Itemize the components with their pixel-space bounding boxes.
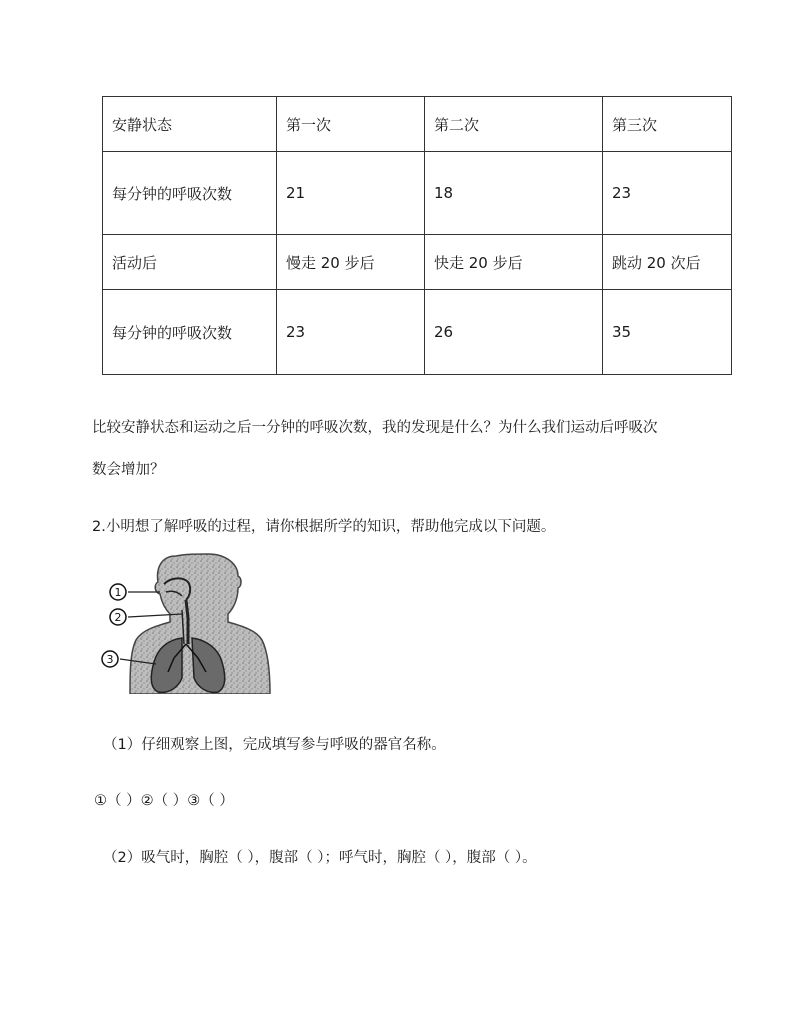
question-2-subquestion-1: （1）仔细观察上图，完成填写参与呼吸的器官名称。 <box>103 737 446 753</box>
table-cell: 跳动 20 次后 <box>603 235 732 290</box>
table-cell: 第二次 <box>425 97 603 152</box>
table-cell: 慢走 20 步后 <box>277 235 425 290</box>
table-cell: 安静状态 <box>103 97 277 152</box>
label-marker-1 <box>110 584 126 600</box>
table-cell: 第三次 <box>603 97 732 152</box>
table-row <box>103 290 732 375</box>
table-cell: 每分钟的呼吸次数 <box>103 290 277 375</box>
table-cell: 快走 20 步后 <box>425 235 603 290</box>
organ-name-blanks: ①（ ）②（ ）③（ ） <box>94 793 234 809</box>
respiratory-system-diagram <box>98 548 274 694</box>
table-cell: 18 <box>425 152 603 235</box>
breathing-data-table <box>102 96 732 375</box>
svg-text:3: 3 <box>106 653 114 666</box>
table-cell: 26 <box>425 290 603 375</box>
label-marker-2 <box>110 609 126 625</box>
table-cell: 23 <box>277 290 425 375</box>
table-cell: 21 <box>277 152 425 235</box>
svg-text:2: 2 <box>114 611 122 624</box>
question-1-text: 比较安静状态和运动之后一分钟的呼吸次数，我的发现是什么？为什么我们运动后呼吸次 <box>92 420 658 436</box>
table-row <box>103 235 732 290</box>
table-row <box>103 97 732 152</box>
table-cell: 第一次 <box>277 97 425 152</box>
table-cell: 35 <box>603 290 732 375</box>
table-cell: 每分钟的呼吸次数 <box>103 152 277 235</box>
table-cell: 23 <box>603 152 732 235</box>
question-2-subquestion-2: （2）吸气时，胸腔（ ），腹部（ ）；呼气时，胸腔（ ），腹部（ ）。 <box>103 850 537 866</box>
label-marker-3 <box>102 651 118 667</box>
table-row <box>103 152 732 235</box>
question-2-title: 2.小明想了解呼吸的过程，请你根据所学的知识，帮助他完成以下问题。 <box>92 519 556 535</box>
question-1-text-continued: 数会增加？ <box>92 462 165 478</box>
table-cell: 活动后 <box>103 235 277 290</box>
svg-text:1: 1 <box>114 586 122 599</box>
